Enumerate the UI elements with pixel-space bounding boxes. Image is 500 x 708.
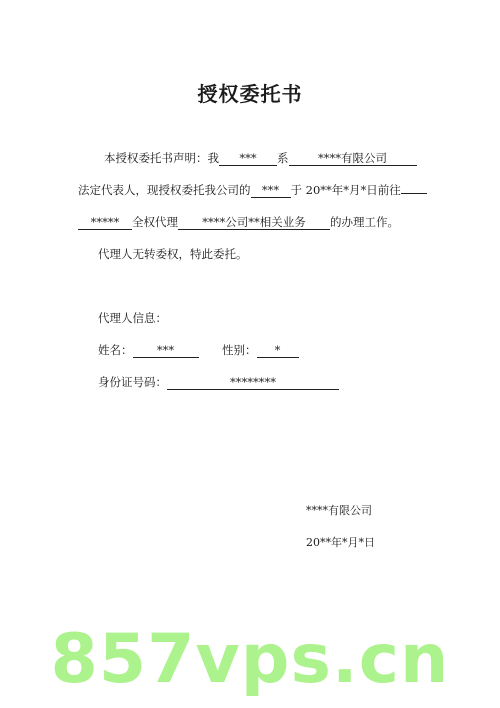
declarant-name: ***: [219, 151, 277, 166]
no-transfer-clause: 代理人无转委权，特此委托。: [98, 247, 248, 261]
authorization-prefix: 法定代表人，现授权委托我公司的: [78, 183, 251, 197]
name-value: ***: [133, 343, 199, 358]
gender-value: *: [257, 343, 299, 358]
declaration-line: [104, 150, 417, 166]
business-scope: ****公司**相关业务: [178, 215, 330, 230]
id-value: ********: [167, 375, 339, 390]
scope-suffix: 的办理工作。: [330, 215, 399, 229]
agent-name-row: [98, 342, 199, 358]
agent-name: ***: [251, 183, 291, 198]
company-name: ****有限公司: [289, 151, 417, 166]
full-power-text: 全权代理: [132, 215, 178, 229]
signature-date: 20**年*月*日: [306, 536, 375, 549]
agent-info-heading: 代理人信息：: [98, 311, 167, 325]
name-label: 姓名：: [98, 343, 133, 357]
destination: *****: [78, 215, 132, 230]
authorization-middle: 于 20**年*月*日前往: [290, 183, 401, 197]
authorization-tail: [401, 193, 427, 194]
scope-line: [78, 214, 399, 230]
declaration-prefix: 本授权委托书声明：我: [104, 151, 219, 165]
id-label: 身份证号码：: [98, 375, 167, 389]
declaration-connector: 系: [277, 151, 289, 165]
gender-label: 性别：: [222, 343, 257, 357]
signature-company: ****有限公司: [306, 504, 372, 517]
watermark: 857vps.cn: [50, 620, 450, 699]
agent-id-row: [98, 374, 339, 390]
document-title: 授权委托书: [197, 82, 303, 106]
agent-gender-row: [222, 342, 299, 358]
authorization-line: [78, 182, 427, 198]
